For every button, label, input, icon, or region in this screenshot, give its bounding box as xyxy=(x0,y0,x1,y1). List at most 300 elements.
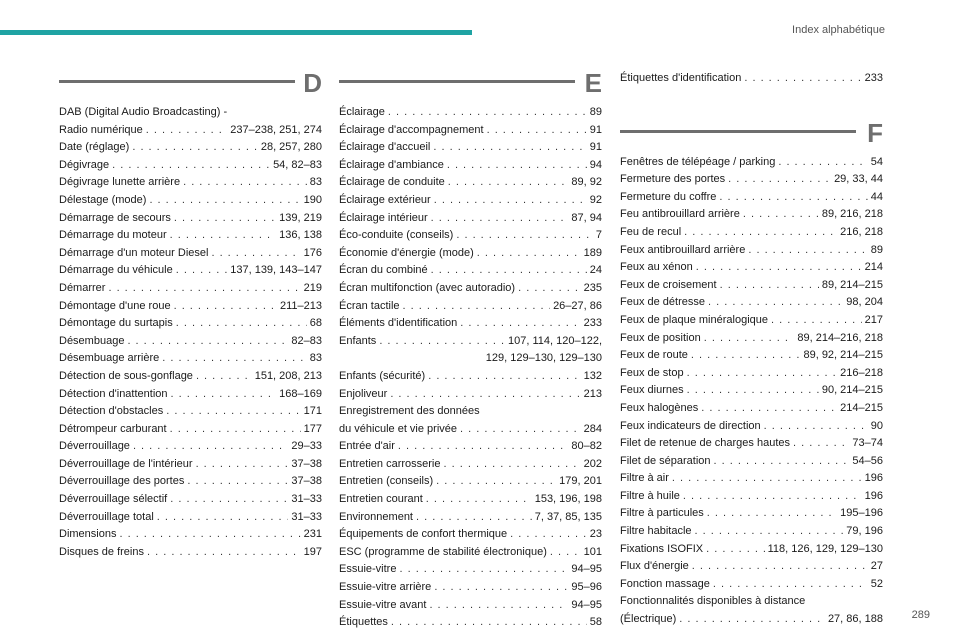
index-pages: 231 xyxy=(303,528,322,541)
dot-leader xyxy=(211,245,300,263)
index-term: Radio numérique xyxy=(59,123,143,136)
dot-leader xyxy=(399,561,568,579)
index-term: Étiquettes xyxy=(339,616,388,629)
dot-leader xyxy=(720,277,819,295)
index-column-e xyxy=(339,68,602,632)
index-entry xyxy=(339,192,602,210)
index-pages: 7 xyxy=(595,229,602,242)
dot-leader xyxy=(518,280,581,298)
dot-leader xyxy=(793,435,849,453)
dot-leader xyxy=(428,368,580,386)
dot-leader xyxy=(170,421,301,439)
index-column-d xyxy=(59,68,322,561)
index-entry xyxy=(59,368,322,386)
index-entry xyxy=(339,210,602,228)
index-pages: 153, 196, 198 xyxy=(534,493,602,506)
index-term: Éléments d'identification xyxy=(339,317,458,330)
dot-leader xyxy=(692,558,868,576)
index-pages: 213 xyxy=(583,387,602,400)
index-term: Feux diurnes xyxy=(620,384,684,397)
index-entry xyxy=(59,333,322,351)
index-entry xyxy=(620,523,883,541)
index-term: Disques de freins xyxy=(59,545,144,558)
dot-leader xyxy=(174,298,277,316)
index-pages: 90, 214–215 xyxy=(821,384,883,397)
index-entry xyxy=(59,350,322,368)
index-entry xyxy=(339,227,602,245)
index-pages: 195–196 xyxy=(840,507,883,520)
dot-leader xyxy=(684,224,837,242)
dot-leader xyxy=(112,157,270,175)
index-entry xyxy=(620,277,883,295)
index-term: Feu antibrouillard arrière xyxy=(620,208,740,221)
index-term: Éclairage extérieur xyxy=(339,193,431,206)
index-pages: 29, 33, 44 xyxy=(834,173,883,186)
index-pages: 139, 219 xyxy=(279,211,322,224)
section-rule xyxy=(339,80,575,83)
section-letter: E xyxy=(584,68,602,98)
index-pages: 79, 196 xyxy=(846,525,883,538)
index-entry xyxy=(59,473,322,491)
dot-leader xyxy=(683,488,862,506)
dot-leader xyxy=(434,579,568,597)
dot-leader xyxy=(390,386,580,404)
index-entry xyxy=(59,227,322,245)
index-pages: 94–95 xyxy=(571,598,602,611)
dot-leader xyxy=(719,189,867,207)
index-entry xyxy=(59,157,322,175)
index-term: du véhicule et vie privée xyxy=(339,422,458,435)
index-pages-continuation: 129, 129–130, 129–130 xyxy=(485,352,602,365)
index-entry xyxy=(339,368,602,386)
index-term: Démarrage du véhicule xyxy=(59,264,173,277)
dot-leader xyxy=(416,509,532,527)
index-pages: 73–74 xyxy=(852,437,883,450)
index-term: Détection de sous-gonflage xyxy=(59,369,193,382)
index-entry xyxy=(59,438,322,456)
index-pages: 52 xyxy=(870,577,883,590)
index-pages: 89, 214–215 xyxy=(821,278,883,291)
dot-leader xyxy=(133,438,288,456)
index-entry xyxy=(339,526,602,544)
dot-leader xyxy=(744,70,861,88)
index-pages: 27, 86, 188 xyxy=(827,613,883,626)
index-pages: 82–83 xyxy=(291,334,322,347)
index-pages: 89, 92 xyxy=(571,176,602,189)
index-term: Essuie-vitre avant xyxy=(339,598,427,611)
dot-leader xyxy=(379,333,505,351)
index-pages: 89, 214–216, 218 xyxy=(797,331,883,344)
section-header-f xyxy=(620,117,883,152)
index-pages: 83 xyxy=(309,176,322,189)
index-entry xyxy=(620,154,883,172)
index-term: Feux de position xyxy=(620,331,701,344)
index-term: Feux de route xyxy=(620,349,688,362)
index-term: Déverrouillage sélectif xyxy=(59,493,168,506)
index-term: Feux de stop xyxy=(620,366,684,379)
dot-leader xyxy=(403,298,551,316)
index-pages: 89, 216, 218 xyxy=(821,208,883,221)
index-pages: 233 xyxy=(583,317,602,330)
dot-leader xyxy=(460,421,581,439)
dot-leader xyxy=(149,192,300,210)
index-term: Déverrouillage de l'intérieur xyxy=(59,457,193,470)
dot-leader xyxy=(434,192,587,210)
dot-leader xyxy=(687,365,838,383)
index-entry xyxy=(620,558,883,576)
index-pages: 24 xyxy=(589,264,602,277)
dot-leader xyxy=(176,315,307,333)
index-entry xyxy=(59,526,322,544)
index-term: Entrée d'air xyxy=(339,440,395,453)
index-pages: 217 xyxy=(864,313,883,326)
page-header-title: Index alphabétique xyxy=(792,24,885,36)
index-pages: 190 xyxy=(303,193,322,206)
index-pages: 37–38 xyxy=(291,457,322,470)
index-entry xyxy=(620,382,883,400)
dot-leader xyxy=(704,330,795,348)
dot-leader xyxy=(714,453,850,471)
index-term: Feux de plaque minéralogique xyxy=(620,313,768,326)
index-term: Démarrage d'un moteur Diesel xyxy=(59,246,209,259)
dot-leader xyxy=(436,473,556,491)
index-entry xyxy=(59,403,322,421)
index-entry xyxy=(59,421,322,439)
index-term: Feux de croisement xyxy=(620,278,717,291)
index-entry xyxy=(339,174,602,192)
index-term: Déverrouillage xyxy=(59,440,130,453)
index-entry xyxy=(620,488,883,506)
index-pages: 31–33 xyxy=(291,510,322,523)
index-term: Fermeture des portes xyxy=(620,173,726,186)
index-term: Déverrouillage des portes xyxy=(59,475,185,488)
index-pages: 136, 138 xyxy=(279,229,322,242)
dot-leader xyxy=(132,139,258,157)
dot-leader xyxy=(687,382,819,400)
index-term: Fermeture du coffre xyxy=(620,190,717,203)
index-entry xyxy=(339,280,602,298)
dot-leader xyxy=(429,597,568,615)
index-term: Entretien courant xyxy=(339,493,423,506)
index-entry xyxy=(620,418,883,436)
index-entry xyxy=(339,614,602,632)
index-term: Flux d'énergie xyxy=(620,560,689,573)
dot-leader xyxy=(196,456,289,474)
dot-leader xyxy=(771,312,862,330)
index-pages: 216, 218 xyxy=(840,225,883,238)
index-term: Entretien (conseils) xyxy=(339,475,434,488)
index-term: Fenêtres de télépéage / parking xyxy=(620,155,776,168)
index-entry xyxy=(620,453,883,471)
index-pages: 214 xyxy=(864,261,883,274)
index-pages: 58 xyxy=(589,616,602,629)
index-entry xyxy=(620,435,883,453)
index-column-f xyxy=(620,70,883,629)
index-pages: 171 xyxy=(303,405,322,418)
index-term: Écran tactile xyxy=(339,299,400,312)
dot-leader xyxy=(183,174,307,192)
index-entry xyxy=(620,242,883,260)
index-pages: 89, 92, 214–215 xyxy=(803,349,883,362)
index-term: Démontage d'une roue xyxy=(59,299,171,312)
index-pages: 54 xyxy=(870,155,883,168)
index-pages: 27 xyxy=(870,560,883,573)
index-term: Écran du combiné xyxy=(339,264,428,277)
index-entry xyxy=(59,298,322,316)
dot-leader xyxy=(477,245,581,263)
index-pages: 31–33 xyxy=(291,493,322,506)
index-pages: 95–96 xyxy=(571,581,602,594)
index-term: Démarrage du moteur xyxy=(59,229,167,242)
entry-list xyxy=(59,104,322,561)
index-entry xyxy=(620,611,883,629)
index-term: Dégivrage lunette arrière xyxy=(59,176,181,189)
index-pages: 94–95 xyxy=(571,563,602,576)
index-term: Enjoliveur xyxy=(339,387,388,400)
index-entry xyxy=(620,576,883,594)
index-entry xyxy=(339,561,602,579)
dot-leader xyxy=(706,541,764,559)
index-term: Filet de retenue de charges hautes xyxy=(620,437,791,450)
index-entry xyxy=(339,122,602,140)
dot-leader xyxy=(170,227,277,245)
dot-leader xyxy=(778,154,867,172)
index-entry xyxy=(339,386,602,404)
dot-leader xyxy=(448,174,569,192)
index-entry xyxy=(620,189,883,207)
index-term: Filtre à huile xyxy=(620,489,680,502)
index-pages: 177 xyxy=(303,422,322,435)
dot-leader xyxy=(119,526,300,544)
index-term: Éco-conduite (conseils) xyxy=(339,229,454,242)
index-term: Démontage du surtapis xyxy=(59,317,173,330)
index-entry xyxy=(339,245,602,263)
dot-leader xyxy=(701,400,837,418)
index-entry xyxy=(59,139,322,157)
dot-leader xyxy=(162,350,306,368)
index-term: Feux de détresse xyxy=(620,296,705,309)
index-entry xyxy=(620,70,883,88)
index-entry xyxy=(339,491,602,509)
dot-leader xyxy=(444,456,581,474)
dot-leader xyxy=(166,403,300,421)
index-pages: 101 xyxy=(583,545,602,558)
index-pages: 37–38 xyxy=(291,475,322,488)
index-pages: 216–218 xyxy=(840,366,883,379)
index-term: Écran multifonction (avec autoradio) xyxy=(339,281,516,294)
section-letter: F xyxy=(867,117,883,148)
index-entry xyxy=(59,315,322,333)
index-entry xyxy=(59,509,322,527)
dot-leader xyxy=(713,576,868,594)
entry-list xyxy=(620,70,883,88)
index-term: Éclairage intérieur xyxy=(339,211,428,224)
index-entry xyxy=(339,139,602,157)
dot-leader xyxy=(691,347,801,365)
index-entry xyxy=(339,597,602,615)
index-pages: 7, 37, 85, 135 xyxy=(534,510,602,523)
index-term: Entretien carrosserie xyxy=(339,457,441,470)
index-entry xyxy=(620,330,883,348)
dot-leader xyxy=(431,262,587,280)
index-pages: 68 xyxy=(309,317,322,330)
dot-leader xyxy=(708,294,843,312)
index-term: Éclairage xyxy=(339,106,385,118)
index-term: Délestage (mode) xyxy=(59,193,147,206)
index-pages: 202 xyxy=(583,457,602,470)
index-entry xyxy=(620,400,883,418)
index-term: Feux antibrouillard arrière xyxy=(620,243,746,256)
index-term: Essuie-vitre arrière xyxy=(339,581,432,594)
index-pages: 94 xyxy=(589,158,602,171)
header-accent-bar xyxy=(0,30,472,35)
index-pages: 107, 114, 120–122, xyxy=(508,334,602,347)
index-entry xyxy=(59,122,322,140)
dot-leader xyxy=(456,227,593,245)
index-term: Déverrouillage total xyxy=(59,510,154,523)
index-entry xyxy=(339,298,602,316)
index-pages: 284 xyxy=(583,422,602,435)
index-pages: 168–169 xyxy=(279,387,322,400)
index-term: Éclairage d'accompagnement xyxy=(339,123,484,136)
index-pages: 89 xyxy=(589,106,602,118)
index-pages: 235 xyxy=(583,281,602,294)
index-entry xyxy=(620,259,883,277)
index-entry xyxy=(339,544,602,562)
index-term: Détection d'obstacles xyxy=(59,405,164,418)
index-entry xyxy=(620,171,883,189)
index-entry-prefix: DAB (Digital Audio Broadcasting) - xyxy=(59,106,228,118)
index-pages: 197 xyxy=(303,545,322,558)
index-pages: 29–33 xyxy=(291,440,322,453)
index-entry xyxy=(59,456,322,474)
dot-leader xyxy=(170,491,288,509)
index-term: Date (réglage) xyxy=(59,141,130,154)
index-pages: 176 xyxy=(303,246,322,259)
index-pages: 83 xyxy=(309,352,322,365)
index-pages: 98, 204 xyxy=(846,296,883,309)
index-entry xyxy=(339,262,602,280)
index-entry-prefix: Enregistrement des données xyxy=(339,405,480,418)
index-pages: 233 xyxy=(864,72,883,84)
dot-leader xyxy=(147,544,301,562)
index-pages: 91 xyxy=(589,123,602,136)
entry-list xyxy=(339,104,602,632)
index-pages: 219 xyxy=(303,281,322,294)
index-pages: 44 xyxy=(870,190,883,203)
index-term: Feu de recul xyxy=(620,225,682,238)
index-pages: 132 xyxy=(583,369,602,382)
index-entry xyxy=(620,294,883,312)
index-entry xyxy=(59,544,322,562)
index-entry xyxy=(339,509,602,527)
index-term: Filet de séparation xyxy=(620,454,711,467)
dot-leader xyxy=(157,509,289,527)
dot-leader xyxy=(696,259,862,277)
index-term: Enfants xyxy=(339,334,377,347)
index-term: (Électrique) xyxy=(620,613,677,626)
index-pages: 54, 82–83 xyxy=(273,158,322,171)
page-number: 289 xyxy=(911,609,930,621)
index-pages: 237–238, 251, 274 xyxy=(230,123,322,136)
index-pages: 90 xyxy=(870,419,883,432)
dot-leader xyxy=(679,611,825,629)
dot-leader xyxy=(127,333,288,351)
section-letter: D xyxy=(303,68,322,98)
dot-leader xyxy=(460,315,580,333)
dot-leader xyxy=(196,368,252,386)
index-pages: 92 xyxy=(589,193,602,206)
index-entry xyxy=(620,505,883,523)
index-term: Désembuage xyxy=(59,334,125,347)
index-entry xyxy=(59,491,322,509)
dot-leader xyxy=(748,242,867,260)
index-entry xyxy=(339,456,602,474)
section-header-d xyxy=(59,68,322,102)
index-term: Éclairage de conduite xyxy=(339,176,445,189)
index-pages: 89 xyxy=(870,243,883,256)
dot-leader xyxy=(108,280,300,298)
dot-leader xyxy=(707,505,837,523)
index-term: Démarrage de secours xyxy=(59,211,171,224)
index-entry xyxy=(339,438,602,456)
index-term: Dimensions xyxy=(59,528,117,541)
index-entry xyxy=(339,315,602,333)
index-term: Économie d'énergie (mode) xyxy=(339,246,474,259)
index-term: Filtre habitacle xyxy=(620,525,692,538)
dot-leader xyxy=(431,210,569,228)
index-term: Équipements de confort thermique xyxy=(339,528,508,541)
index-entry xyxy=(620,470,883,488)
dot-leader xyxy=(391,614,587,632)
index-term: ESC (programme de stabilité électronique) xyxy=(339,545,547,558)
index-pages: 196 xyxy=(864,472,883,485)
dot-leader xyxy=(433,139,586,157)
index-pages: 80–82 xyxy=(571,440,602,453)
index-pages: 118, 126, 129, 129–130 xyxy=(767,542,883,555)
index-entry xyxy=(59,210,322,228)
dot-leader xyxy=(743,206,819,224)
dot-leader xyxy=(426,491,532,509)
dot-leader xyxy=(764,418,868,436)
index-entry xyxy=(620,206,883,224)
dot-leader xyxy=(398,438,568,456)
index-entry xyxy=(59,262,322,280)
dot-leader xyxy=(388,104,587,122)
index-pages: 54–56 xyxy=(852,454,883,467)
dot-leader xyxy=(146,122,227,140)
dot-leader xyxy=(176,262,228,280)
index-entry xyxy=(620,541,883,559)
dot-leader xyxy=(174,210,276,228)
index-term: Enfants (sécurité) xyxy=(339,369,426,382)
index-term: Fixations ISOFIX xyxy=(620,542,704,555)
index-term: Feux indicateurs de direction xyxy=(620,419,761,432)
index-term: Éclairage d'accueil xyxy=(339,141,431,154)
index-entry xyxy=(620,312,883,330)
section-header-e xyxy=(339,68,602,102)
index-entry xyxy=(59,192,322,210)
dot-leader xyxy=(510,526,587,544)
dot-leader xyxy=(695,523,844,541)
index-entry xyxy=(339,104,602,122)
index-term: Feux halogènes xyxy=(620,401,699,414)
section-rule xyxy=(59,80,295,83)
index-entry-prefix: Fonctionnalités disponibles à distance xyxy=(620,595,806,608)
index-entry xyxy=(339,333,602,351)
index-pages: 137, 139, 143–147 xyxy=(230,264,322,277)
index-entry xyxy=(339,157,602,175)
